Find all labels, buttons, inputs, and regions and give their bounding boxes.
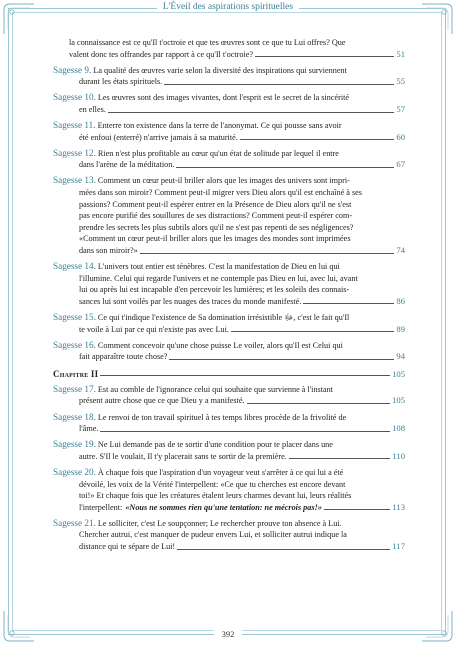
entry-line [53,210,405,222]
toc-entry[interactable] [53,175,405,256]
entry-line [53,490,405,502]
entry-last-line [53,104,405,116]
chapter-heading [53,369,405,379]
entry-label: Sagesse 11. [53,120,96,131]
entry-text: dans l'arène de la méditation. [79,160,175,170]
entry-label: Sagesse 18. [53,411,96,422]
entry-page-number[interactable]: 108 [392,423,405,434]
entry-text: l'interpellent: [79,502,123,512]
toc-entry[interactable] [53,439,405,462]
chapter-title: Chapitre II [53,368,99,379]
entry-text: mées dans son miroir? Comment peut-il migrer vers Dieu alors qu'il est enchaîné à ses [79,188,362,198]
entry-page-number[interactable]: 57 [396,103,405,114]
entry-label: Sagesse 15. [53,311,96,322]
entry-line [53,120,405,132]
entry-text: fait apparaître toute chose? [79,352,168,362]
entry-page-number[interactable]: 110 [392,450,405,461]
entry-text: distance qui te sépare de Lui! [79,541,176,551]
entry-text: Chercher autrui, c'est manquer de pudeur envers Lui, et solliciter autrui indique la [79,530,347,540]
header-title: L'Éveil des aspirations spirituelles [157,2,299,12]
entry-last-line [53,132,405,144]
entry-text: te voile à Lui par ce qui n'existe pas avec Lui. [79,324,229,334]
entry-text: pas encore purifié des souillures de ses distractions? Comment peut-il espérer com- [79,211,353,221]
entry-text: l'illumine. Celui qui regarde l'univers et ne contemple pas Dieu en lui, avec lui, avant [79,273,358,283]
toc-entry[interactable] [53,65,405,88]
entry-text: À chaque fois que l'aspiration d'un voyageur veut s'arrêter à ce qui lui a été [97,467,344,477]
entry-text: passions? Comment peut-il espérer entrer en la Présence de Dieu alors qu'il ne s'est [79,199,352,209]
dot-leader [176,167,394,168]
entry-line [53,187,405,199]
dot-leader [100,431,390,432]
entry-text: Les œuvres sont des images vivantes, dont l'esprit est le secret de la sincérité [97,93,350,103]
toc-section-2 [53,384,405,553]
entry-line [53,384,405,396]
entry-text: Ne Lui demande pas de te sortir d'une condition pour te placer dans une [97,440,333,450]
dot-leader [289,458,391,459]
entry-last-line [53,351,405,363]
dot-leader [140,253,395,254]
entry-text: sances lui sont voilés par les nuages des traces du monde manifesté. [79,296,302,306]
entry-text: durant les états spirituels. [79,77,163,87]
entry-line [53,222,405,234]
entry-page-number[interactable]: 113 [392,501,405,512]
chapter-page[interactable]: 105 [392,368,405,379]
entry-line [53,273,405,285]
entry-line [53,261,405,273]
entry-label: Sagesse 17. [53,383,96,394]
entry-label: Sagesse 12. [53,147,96,158]
entry-label: Sagesse 21. [53,517,96,528]
toc-entry[interactable] [53,467,405,513]
entry-page-number[interactable]: 60 [396,131,405,142]
entry-page-number[interactable]: 74 [396,245,405,255]
entry-text: lui ou après lui est incapable d'en percevoir les lumières; et les soleils des connais- [79,285,350,295]
dot-leader [169,359,394,360]
entry-text: Ce qui t'indique l'existence de Sa domination irrésistible ﷻ, c'est le fait qu'Il [97,312,350,322]
entry-page-number[interactable]: 94 [396,351,405,362]
entry-text: «Comment un cœur peut-il briller alors que les images des mondes sont imprimées [79,234,351,244]
entry-page-number[interactable]: 117 [392,540,405,551]
dot-leader [240,139,395,140]
entry-text: autre. S'Il le voulait, Il t'y placerait sans te sortir de la première. [79,451,287,461]
entry-text: Est au comble de l'ignorance celui qui souhaite que survienne à l'instant [97,384,334,394]
entry-text: la connaissance est ce qu'Il t'octroie et que tes œuvres sont ce que tu Lui offres? Que [69,38,346,47]
entry-page-number[interactable]: 55 [396,76,405,87]
toc-entry[interactable] [53,340,405,363]
entry-label: Sagesse 13. [53,175,96,186]
toc-entry[interactable] [53,312,405,335]
entry-last-line [53,451,405,463]
dot-leader [100,375,390,376]
entry-line [53,312,405,324]
toc-entry[interactable] [53,518,405,553]
entry-line [53,340,405,352]
entry-text: prendre les secrets les plus subtils alors qu'il ne s'est pas repenti de ses négligences? [79,222,354,232]
entry-label: Sagesse 20. [53,466,96,477]
dot-leader [177,549,390,550]
entry-line [53,233,405,245]
dot-leader [231,331,394,332]
entry-text: dévoilé, les voix de la Vérité l'interpellent: «Ce que tu cherches est encore devant [79,479,346,489]
entry-text: été enfoui (enterré) n'arrive jamais à sa maturité. [79,132,238,142]
dot-leader [164,84,394,85]
dot-leader [324,509,391,510]
entry-text: l'âme. [79,424,99,434]
entry-label: Sagesse 10. [53,92,96,103]
entry-page-number[interactable]: 67 [396,159,405,170]
entry-line [53,37,405,49]
toc-entry[interactable] [53,384,405,407]
toc-entry[interactable] [53,92,405,115]
toc-section-1 [53,37,405,363]
entry-line [53,175,405,187]
entry-label: Sagesse 19. [53,439,96,450]
entry-text: Le renvoi de ton travail spirituel à tes temps libres procède de la frivolité de [97,412,347,422]
entry-last-line [53,76,405,88]
entry-text: Rien n'est plus profitable au cœur qu'un état de solitude par lequel il entre [97,148,339,158]
entry-text: Comment un cœur peut-il briller alors que les images des univers sont impri- [97,176,350,186]
toc-entry[interactable] [53,37,405,60]
entry-page-number[interactable]: 51 [396,48,405,59]
entry-last-line [53,49,405,61]
entry-last-line [53,245,405,257]
toc-entry[interactable] [53,148,405,171]
entry-text: valent donc tes offrandes par rapport à ce qu'Il t'octroie? [69,49,253,59]
entry-page-number[interactable]: 105 [392,395,405,406]
entry-line [53,518,405,530]
entry-last-line [53,395,405,407]
entry-last-line [53,541,405,553]
dot-leader [247,403,391,404]
entry-text: Comment concevoir qu'une chose puisse Le voiler, alors qu'Il est Celui qui [97,340,343,350]
entry-last-line [53,324,405,336]
entry-text: Le solliciter, c'est Le soupçonner; Le rechercher prouve ton absence à Lui. [97,518,342,528]
entry-last-line [53,502,405,514]
entry-text: présent autre chose que ce que Dieu y a manifesté. [79,396,245,406]
entry-last-line [53,296,405,308]
entry-line [53,284,405,296]
entry-line [53,439,405,451]
entry-text: La qualité des œuvres varie selon la diversité des inspirations qui surviennent [93,65,347,75]
entry-label: Sagesse 9. [53,64,92,75]
dot-leader [303,303,394,304]
entry-text: en elles. [79,104,106,114]
entry-line [53,92,405,104]
entry-last-line [53,159,405,171]
entry-label: Sagesse 14. [53,261,96,272]
toc-entry[interactable] [53,120,405,143]
dot-leader [255,56,394,57]
running-header [0,2,456,12]
toc-content [53,37,405,557]
entry-page-number[interactable]: 86 [396,295,405,306]
entry-quote: «Nous ne sommes rien qu'une tentation: ne mécrois pas!» [125,502,322,512]
page-number: 392 [214,629,243,639]
entry-text: dans son miroir?» [79,246,138,255]
entry-line [53,479,405,491]
entry-page-number[interactable]: 89 [396,323,405,334]
entry-text: toi!» Et chaque fois que les créatures étalent leurs charmes devant lui, leurs réalités [79,491,352,501]
entry-line [53,65,405,77]
entry-last-line [53,423,405,435]
dot-leader [108,112,395,113]
entry-text: L'univers tout entier est ténèbres. C'est la manifestation de Dieu en lui qui [97,262,340,272]
page-footer [0,629,456,639]
toc-entry[interactable] [53,261,405,307]
entry-line [53,412,405,424]
toc-entry[interactable] [53,412,405,435]
entry-line [53,148,405,160]
entry-line [53,199,405,211]
entry-label: Sagesse 16. [53,339,96,350]
entry-line [53,529,405,541]
entry-text: Enterre ton existence dans la terre de l'anonymat. Ce qui pousse sans avoir [97,121,342,131]
entry-line [53,467,405,479]
